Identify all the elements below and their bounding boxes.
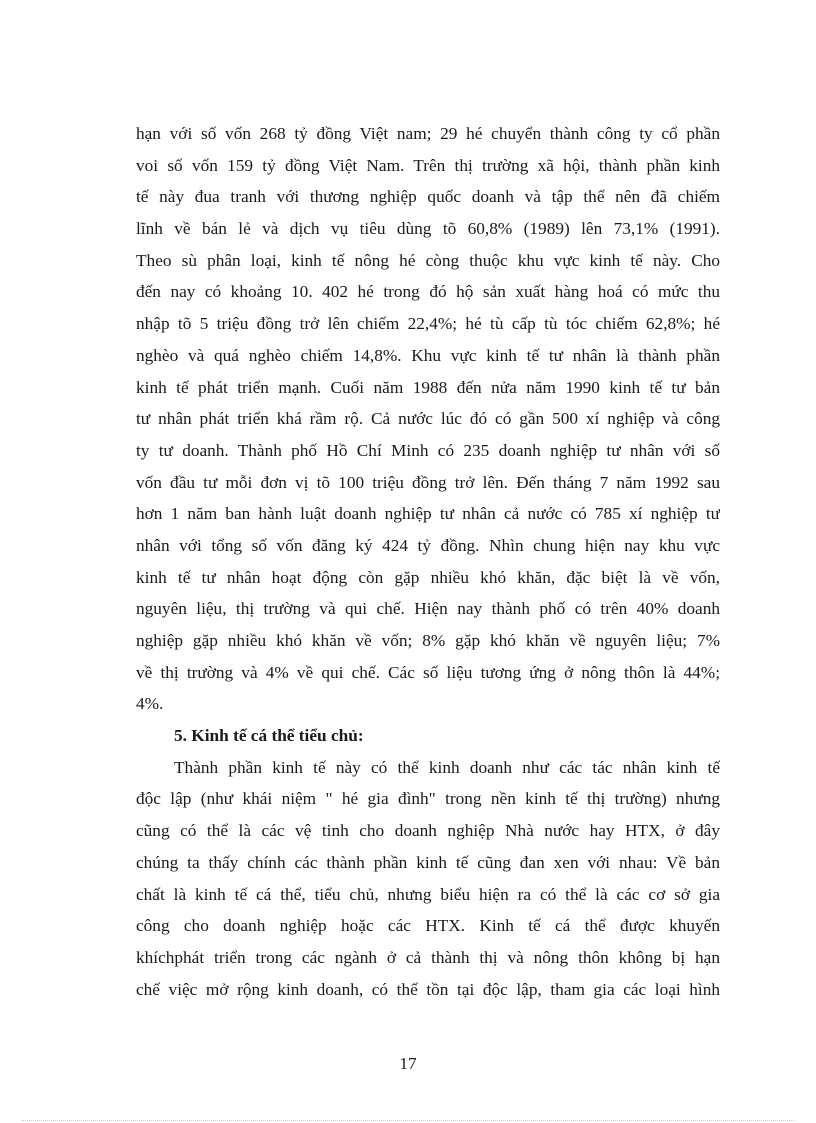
- text-line: nhân với tổng số vốn đăng ký 424 tỷ đồng. Nhìn chung hiện nay khu vực: [136, 535, 720, 555]
- text-line: độc lập (như khái niệm " hé gia đình" trong nền kinh tế thị trường) nhưng: [136, 789, 720, 809]
- text-line: vốn đầu tư mỗi đơn vị tõ 100 triệu đồng trở lên. Đến tháng 7 năm 1992 sau: [136, 472, 720, 492]
- text-line: chế việc mở rộng kinh doanh, có thể tồn tại độc lập, tham gia các loại hình: [136, 979, 720, 999]
- text-line: nhập tõ 5 triệu đồng trở lên chiếm 22,4%; hé tù cấp tù tóc chiếm 62,8%; hé: [136, 314, 720, 334]
- text-line: kinh tế phát triển mạnh. Cuối năm 1988 đến nửa năm 1990 kinh tế tư bản: [136, 377, 720, 397]
- text-line: khíchphát triển trong các ngành ở cả thành thị và nông thôn không bị hạn: [136, 947, 720, 967]
- text-line: voi số vốn 159 tỷ đồng Việt Nam. Trên thị trường xã hội, thành phần kinh: [136, 155, 720, 175]
- text-line: kinh tế tư nhân hoạt động còn gặp nhiều khó khăn, đặc biệt là về vốn,: [136, 567, 720, 587]
- text-line: công cho doanh nghiệp hoặc các HTX. Kinh tế cá thể được khuyến: [136, 916, 720, 936]
- text-line: về thị trường và 4% về qui chế. Các số liệu tương ứng ở nông thôn là 44%;: [136, 662, 720, 682]
- text-line: nghèo và quá nghèo chiếm 14,8%. Khu vực kinh tế tư nhân là thành phần: [136, 345, 720, 365]
- text-line: nguyên liệu, thị trường và qui chế. Hiện nay thành phố có trên 40% doanh: [136, 599, 720, 619]
- text-line: cũng có thể là các vệ tinh cho doanh nghiệp Nhà nước hay HTX, ở đây: [136, 821, 720, 841]
- text-line: chúng ta thấy chính các thành phần kinh tế cũng đan xen với nhau: Về bản: [136, 852, 720, 872]
- text-line: lĩnh về bán lẻ và dịch vụ tiêu dùng tõ 60,8% (1989) lên 73,1% (1991).: [136, 219, 720, 239]
- text-line: nghiệp gặp nhiều khó khăn về vốn; 8% gặp khó khăn về nguyên liệu; 7%: [136, 631, 720, 650]
- text-line: chất là kinh tế cá thể, tiểu chủ, nhưng biểu hiện ra có thể là các cơ sở gia: [136, 884, 720, 904]
- text-line: Theo sù phân loại, kinh tế nông hé còng thuộc khu vực kinh tế này. Cho: [136, 250, 720, 270]
- text-line: đến nay có khoảng 10. 402 hé trong đó hộ sản xuất hàng hoá có mức thu: [136, 282, 720, 302]
- text-line: tế này đua tranh với thương nghiệp quốc doanh và tập thể nên đã chiếm: [136, 187, 720, 207]
- page-number: 17: [399, 1054, 417, 1073]
- text-line: 4%.: [136, 694, 164, 714]
- text-line: hạn với số vốn 268 tỷ đồng Việt nam; 29 hé chuyển thành công ty cổ phần: [136, 124, 720, 143]
- page-bottom-divider: [22, 1120, 794, 1121]
- body-text: [136, 118, 720, 1005]
- text-line: hơn 1 năm ban hành luật doanh nghiệp tư nhân cả nước có 785 xí nghiệp tư: [136, 504, 720, 524]
- text-line: Thành phần kinh tế này có thể kinh doanh như các tác nhân kinh tế: [174, 757, 720, 777]
- section-heading: 5. Kinh tế cá thể tiểu chủ:: [174, 726, 364, 746]
- text-line: ty tư doanh. Thành phố Hồ Chí Minh có 235 doanh nghiệp tư nhân với số: [136, 440, 720, 460]
- text-line: tư nhân phát triển khá rầm rộ. Cả nước lúc đó có gần 500 xí nghiệp và công: [136, 409, 720, 429]
